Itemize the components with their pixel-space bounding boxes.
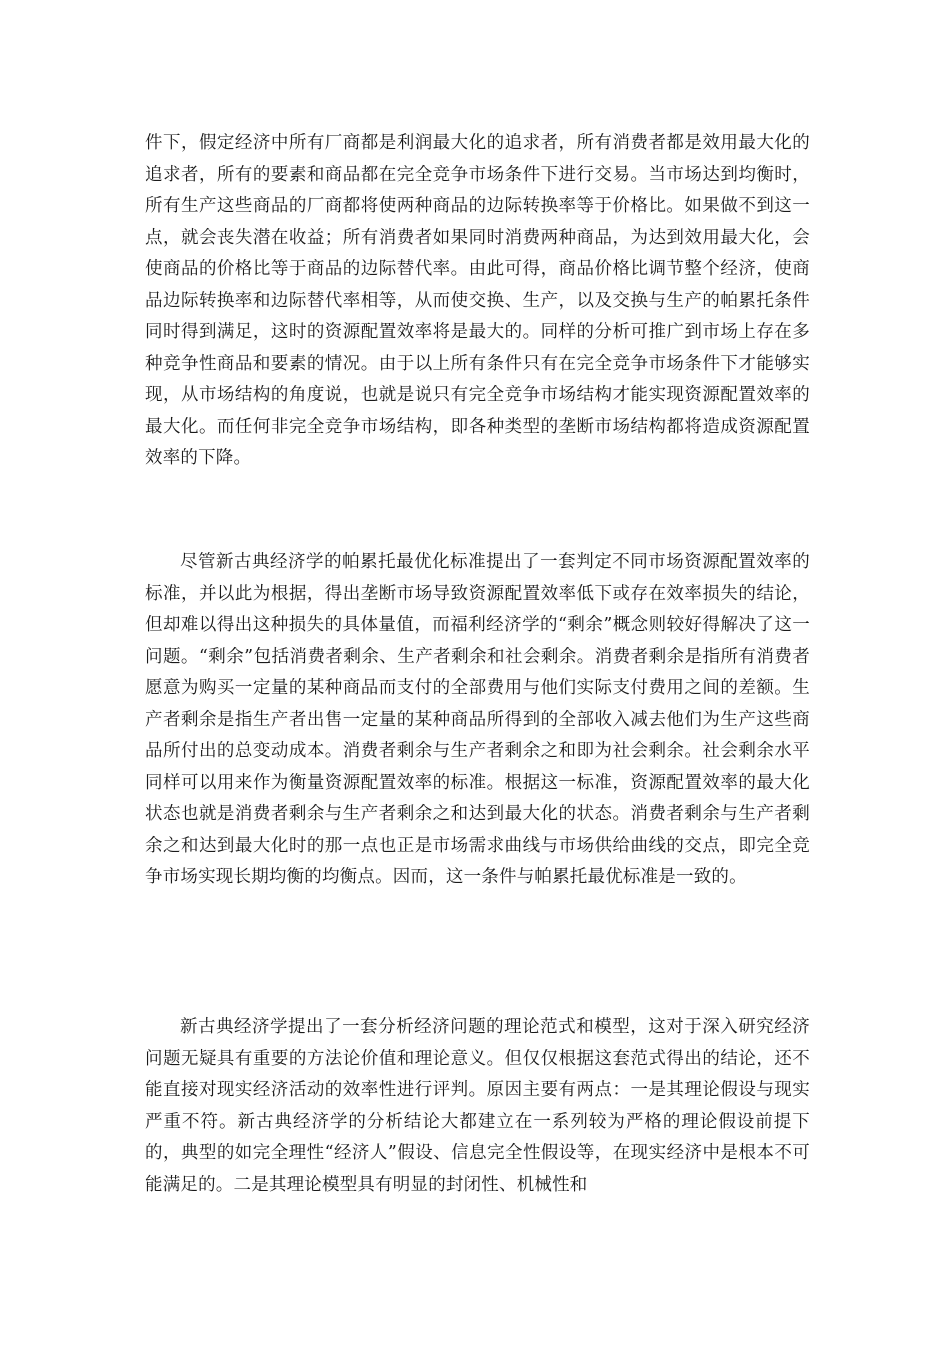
paragraph-2-text: 尽管新古典经济学的帕累托最优化标准提出了一套判定不同市场资源配置效率的标准，并以此为根据，得出垄断市场导致资源配置效率低下或存在效率损失的结论，但却难以得出这种损失的具体量值，而福利经济学的“剩余”概念则较好得解决了这一问题。“剩余”包括消费者剩余、生产者剩余和社会剩余。消费者剩余是指所有消费者愿意为购买一定量的某种商品而支付的全部费用与他们实际支付费用之间的差额。生产者剩余是指生产者出售一定量的某种商品所得到的全部收入减去他们为生产这些商品所付出的总变动成本。消费者剩余与生产者剩余之和即为社会剩余。社会剩余水平同样可以用来作为衡量资源配置效率的标准。根据这一标准，资源配置效率的最大化状态也就是消费者剩余与生产者剩余之和达到最大化的状态。消费者剩余与生产者剩余之和达到最大化时的那一点也正是市场需求曲线与市场供给曲线的交点，即完全竞争市场实现长期均衡的均衡点。因而，这一条件与帕累托最优标准是一致的。 [145, 552, 810, 887]
paragraph-1-text: 件下，假定经济中所有厂商都是利润最大化的追求者，所有消费者都是效用最大化的追求者，所有的要素和商品都在完全竞争市场条件下进行交易。当市场达到均衡时，所有生产这些商品的厂商都将使两种商品的边际转换率等于价格比。如果做不到这一点，就会丧失潜在收益；所有消费者如果同时消费两种商品，为达到效用最大化，会使商品的价格比等于商品的边际替代率。由此可得，商品价格比调节整个经济，使商品边际转换率和边际替代率相等，从而使交换、生产，以及交换与生产的帕累托条件同时得到满足，这时的资源配置效率将是最大的。同样的分析可推广到市场上存在多种竞争性商品和要素的情况。由于以上所有条件只有在完全竞争市场条件下才能够实现，从市场结构的角度说，也就是说只有完全竞争市场结构才能实现资源配置效率的最大化。而任何非完全竞争市场结构，即各种类型的垄断市场结构都将造成资源配置效率的下降。 [145, 133, 810, 468]
paragraph-3 [145, 1012, 810, 1201]
paragraph-1 [145, 128, 810, 475]
paragraph-3-text: 新古典经济学提出了一套分析经济问题的理论范式和模型，这对于深入研究经济问题无疑具有重要的方法论价值和理论意义。但仅仅根据这套范式得出的结论，还不能直接对现实经济活动的效率性进行评判。原因主要有两点：一是其理论假设与现实严重不符。新古典经济学的分析结论大都建立在一系列较为严格的理论假设前提下的，典型的如完全理性“经济人”假设、信息完全性假设等，在现实经济中是根本不可能满足的。二是其理论模型具有明显的封闭性、机械性和 [145, 1017, 810, 1195]
paragraph-2 [145, 547, 810, 894]
